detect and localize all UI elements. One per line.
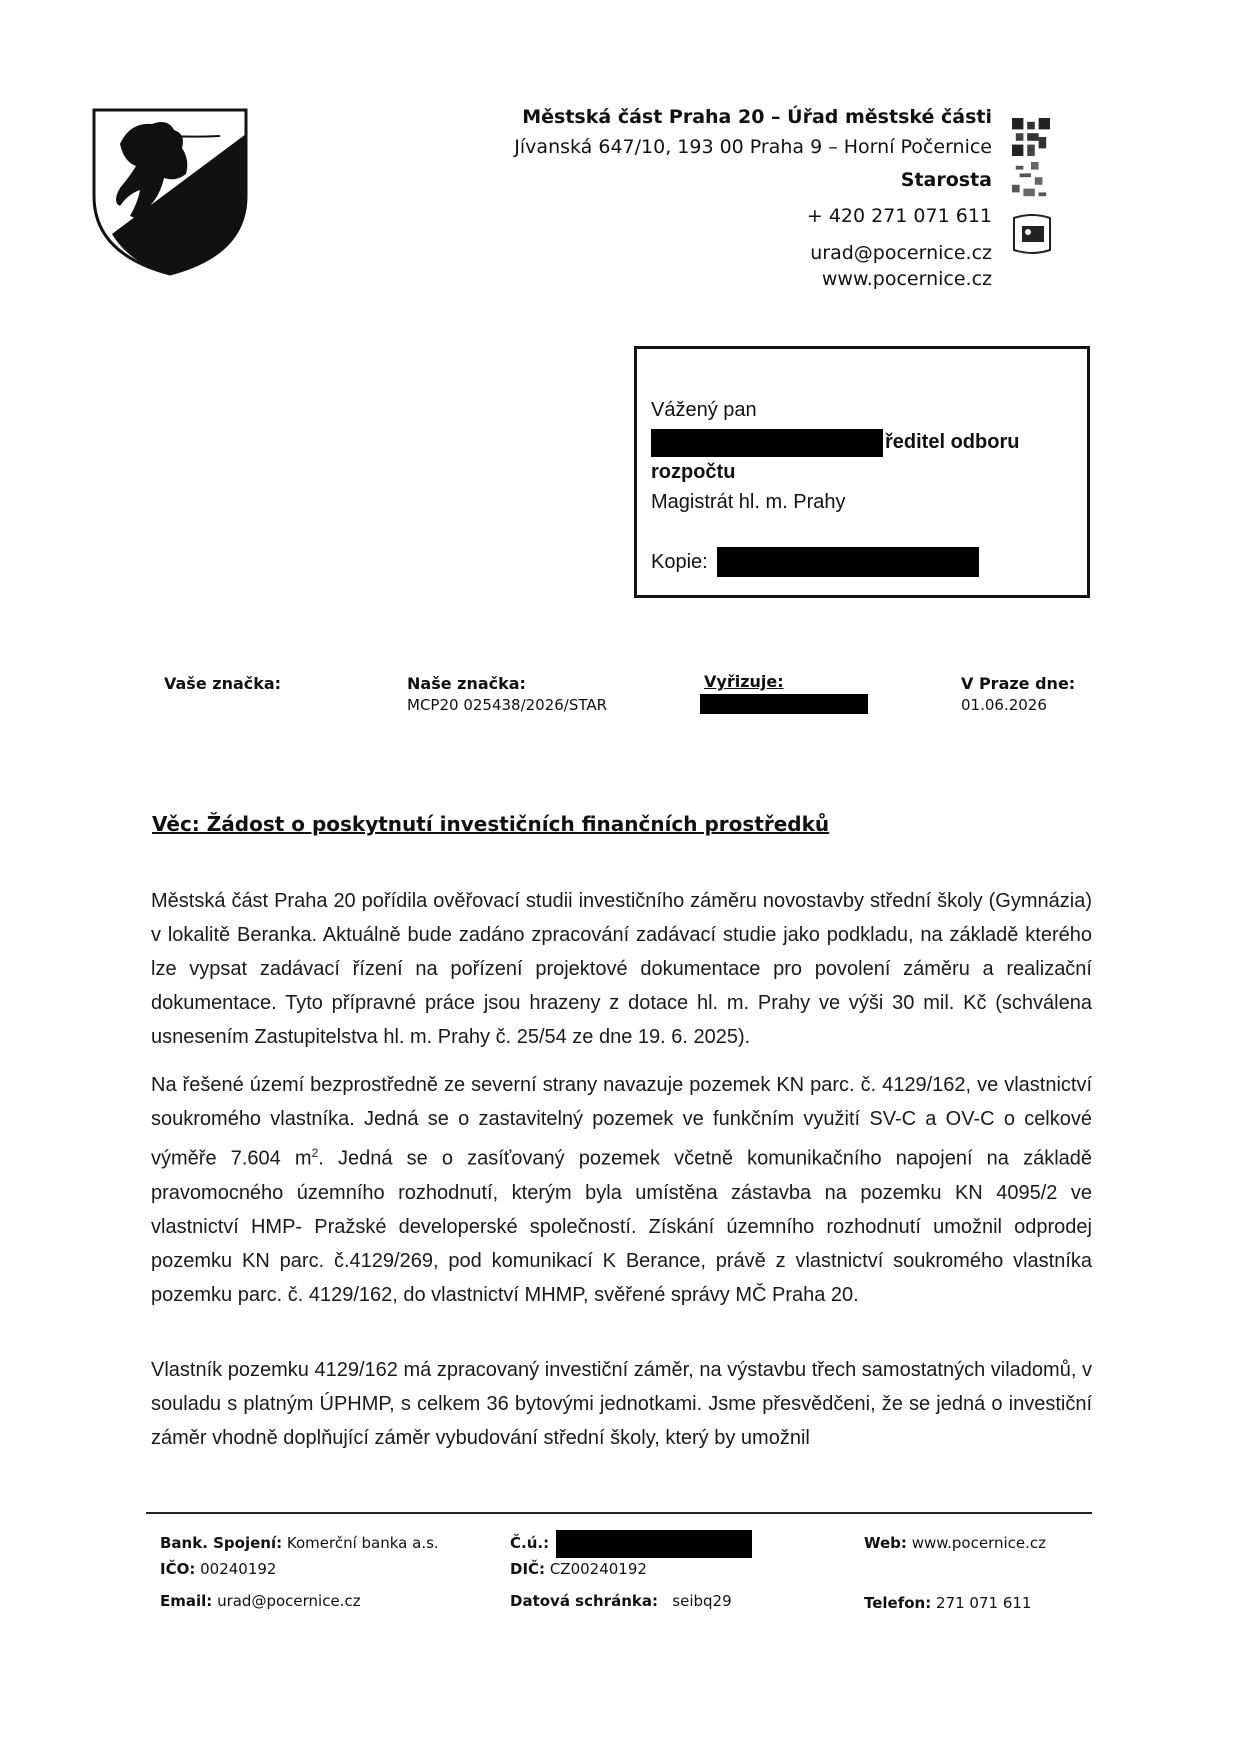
org-phone: + 420 271 071 611 xyxy=(806,205,992,227)
org-address: Jívanská 647/10, 193 00 Praha 9 – Horní Počernice xyxy=(514,136,992,158)
qr-code-icon xyxy=(1012,118,1050,156)
org-web: www.pocernice.cz xyxy=(821,268,992,290)
paragraph-1: Městská část Praha 20 pořídila ověřovací studii investičního záměru novostavby střední školy (Gymnázia) v lokalitě Beranka. Aktuálně bude zadáno zpracování zadávací studie jako podkladu, na základě kterého lze vypsat zadávací řízení na pořízení projektové dokumentace pro povolení záměru a realizační dokumentace. Tyto přípravné práce jsou hrazeny z dotace hl. m. Prahy ve výši 30 mil. Kč (schválena usnesením Zastupitelstva hl. m. Prahy č. 25/54 ze dne 19. 6. 2025). xyxy=(151,890,1092,1048)
redacted-name xyxy=(651,429,883,457)
footer-account: Č.ú.: xyxy=(510,1534,550,1552)
org-name: Městská část Praha 20 – Úřad městské části xyxy=(522,106,992,128)
date-value: 01.06.2026 xyxy=(961,696,1047,714)
salutation: Vážený pan xyxy=(651,399,757,421)
recipient-title: ředitel odboru xyxy=(885,431,1020,453)
footer-databox: Datová schránka: seibq29 xyxy=(510,1592,732,1610)
footer-dic: DIČ: CZ00240192 xyxy=(510,1560,647,1578)
footer-divider xyxy=(146,1512,1092,1514)
qr-code-icon xyxy=(1012,162,1050,200)
recipient-institution: Magistrát hl. m. Prahy xyxy=(651,491,846,513)
footer-email: Email: urad@pocernice.cz xyxy=(160,1592,361,1610)
date-label: V Praze dne: xyxy=(961,674,1076,693)
org-email: urad@pocernice.cz xyxy=(810,242,992,264)
redacted-account xyxy=(556,1530,752,1558)
recipient-title-line2: rozpočtu xyxy=(651,461,736,483)
footer-bank: Bank. Spojení: Komerční banka a.s. xyxy=(160,1534,439,1552)
redacted-handler xyxy=(700,694,868,714)
our-ref-value: MCP20 025438/2026/STAR xyxy=(407,696,608,714)
paragraph-2: Na řešené území bezprostředně ze severní strany navazuje pozemek KN parc. č. 4129/162, ve vlastnictví soukromého vlastníka. Jedná se o zastavitelný pozemek ve funkčním využití SV-C a OV-C o celkové výměře 7.604 $m^2$. Jedná se o zasíťovaný pozemek včetně komunikačního napojení na základě pravomocného územního rozhodnutí, kterým byla umístěna zástavba na pozemku KN 4095/2 ve vlastnictví HMP- Pražské developerské společností. Získání územního rozhodnutí umožnil odprodej pozemku KN parc. č.4129/269, pod komunikací K Berance, právě z vlastnictví soukromého vlastníka pozemku parc. č. 4129/162, do vlastnictví MHMP, svěřené správy MČ Praha 20. xyxy=(151,1074,1092,1306)
org-role: Starosta xyxy=(900,169,992,191)
copy-label: Kopie: xyxy=(651,551,708,573)
address-box xyxy=(634,346,1090,598)
our-ref-label: Naše značka: xyxy=(407,674,526,693)
paragraph-3: Vlastník pozemku 4129/162 má zpracovaný investiční záměr, na výstavbu třech samostatných viladomů, v souladu s platným ÚPHMP, s celkem 36 bytovými jednotkami. Jsme přesvědčeni, že se jedná o investiční záměr vhodně doplňující záměr vybudování střední školy, který by umožnil xyxy=(151,1359,1092,1449)
your-ref-label: Vaše značka: xyxy=(164,674,282,693)
redacted-copy xyxy=(717,547,979,577)
coat-of-arms-logo xyxy=(90,104,250,276)
handled-by-label: Vyřizuje: xyxy=(704,672,784,691)
contact-card-icon xyxy=(1010,212,1054,256)
footer-phone: Telefon: 271 071 611 xyxy=(864,1594,1032,1612)
subject: Věc: Žádost o poskytnutí investičních finančních prostředků xyxy=(152,812,830,836)
footer-web: Web: www.pocernice.cz xyxy=(864,1534,1047,1552)
footer-ico: IČO: 00240192 xyxy=(160,1560,277,1578)
